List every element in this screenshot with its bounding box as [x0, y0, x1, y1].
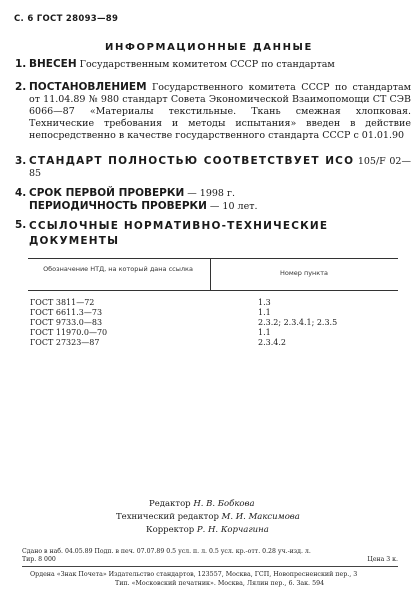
table-header-designation: Обозначение НТД, на который дана ссылка [43, 265, 193, 273]
table-top-rule [28, 258, 398, 259]
table-cell-designation: ГОСТ 9733.0—83 [30, 318, 103, 327]
imprint-line-2 [22, 556, 398, 564]
table-column-divider [210, 258, 211, 290]
table-cell-designation: ГОСТ 11970.0—70 [30, 328, 108, 337]
item-number: 3. [15, 155, 27, 167]
item-number: 2. [15, 81, 27, 93]
item-text-2: — 10 лет. [206, 201, 258, 212]
imprint-price: Цена 3 к. [367, 556, 398, 563]
table-header-rule [28, 290, 398, 291]
item-lead: ПОСТАНОВЛЕНИЕМ [29, 81, 147, 93]
credit-proofreader [146, 524, 269, 537]
page-title: ИНФОРМАЦИОННЫЕ ДАННЫЕ [105, 42, 313, 53]
item-text: Государственного комитета СССР по стандартам от 11.04.89 № 980 стандарт Совета Экономической Взаимопомощи СТ СЭВ 6066—87 «Материалы текстильные. Ткань смежная хлопковая. Технические требования и методы испытания» введен в действие непосредственно в качестве государственного стандарта СССР с 01.01.90 [29, 82, 411, 141]
item-number: 1. [15, 58, 27, 70]
item-number: 5. [15, 219, 27, 231]
list-item [15, 155, 411, 180]
item-lead: СТАНДАРТ ПОЛНОСТЬЮ СООТВЕТСТВУЕТ ИСО [29, 155, 355, 167]
item-lead: СРОК ПЕРВОЙ ПРОВЕРКИ [29, 187, 185, 199]
credit-role: Корректор [146, 525, 195, 535]
credit-editor [149, 498, 255, 511]
imprint-line-4: Тип. «Московский печатник». Москва, Лялин пер., 6. Зак. 594 [115, 580, 325, 587]
table-header-clause: Номер пункта [279, 269, 328, 277]
imprint-print-run: Тир. 8 000 [22, 556, 56, 563]
imprint-line-1: Сдано в наб. 04.05.89 Подп. в печ. 07.07.89 0.5 усл. п. л. 0.5 усл. кр.-отт. 0.28 уч.-изд. л. [22, 548, 311, 555]
imprint-line-3: Ордена «Знак Почета» Издательство стандартов, 123557, Москва, ГСП, Новопресненский пер., 3 [30, 571, 358, 578]
table-cell-clause: 1.1 [258, 328, 271, 337]
list-item [15, 219, 411, 249]
table-cell-designation: ГОСТ 3811—72 [30, 298, 95, 307]
table-cell-clause: 1.1 [258, 308, 271, 317]
item-text: 105/F 02—85 [29, 156, 411, 179]
credit-tech-editor [116, 511, 300, 524]
credit-role: Технический редактор [116, 512, 219, 522]
credit-name: М. И. Максимова [221, 512, 300, 522]
credit-role: Редактор [149, 499, 191, 509]
item-text: — 1998 г. [184, 188, 235, 199]
item-lead: ВНЕСЕН [29, 58, 77, 70]
table-cell-clause: 2.3.4.2 [258, 338, 286, 347]
table-cell-designation: ГОСТ 6611.3—73 [30, 308, 103, 317]
table-cell-clause: 2.3.2; 2.3.4.1; 2.3.5 [258, 318, 338, 327]
item-text: Государственным комитетом СССР по стандартам [76, 59, 335, 70]
list-item [15, 58, 411, 71]
credit-name: Р. Н. Корчагина [196, 525, 269, 535]
imprint-rule [22, 566, 398, 567]
item-lead-2: ПЕРИОДИЧНОСТЬ ПРОВЕРКИ [29, 200, 207, 212]
credit-name: Н. В. Бобкова [193, 499, 255, 509]
list-item [15, 81, 411, 142]
item-lead: ССЫЛОЧНЫЕ НОРМАТИВНО-ТЕХНИЧЕСКИЕ ДОКУМЕНТЫ [29, 220, 329, 247]
list-item [15, 187, 411, 213]
table-cell-clause: 1.3 [258, 298, 271, 307]
page-header: С. 6 ГОСТ 28093—89 [14, 14, 119, 24]
item-number: 4. [15, 187, 27, 199]
table-cell-designation: ГОСТ 27323—87 [30, 338, 100, 347]
